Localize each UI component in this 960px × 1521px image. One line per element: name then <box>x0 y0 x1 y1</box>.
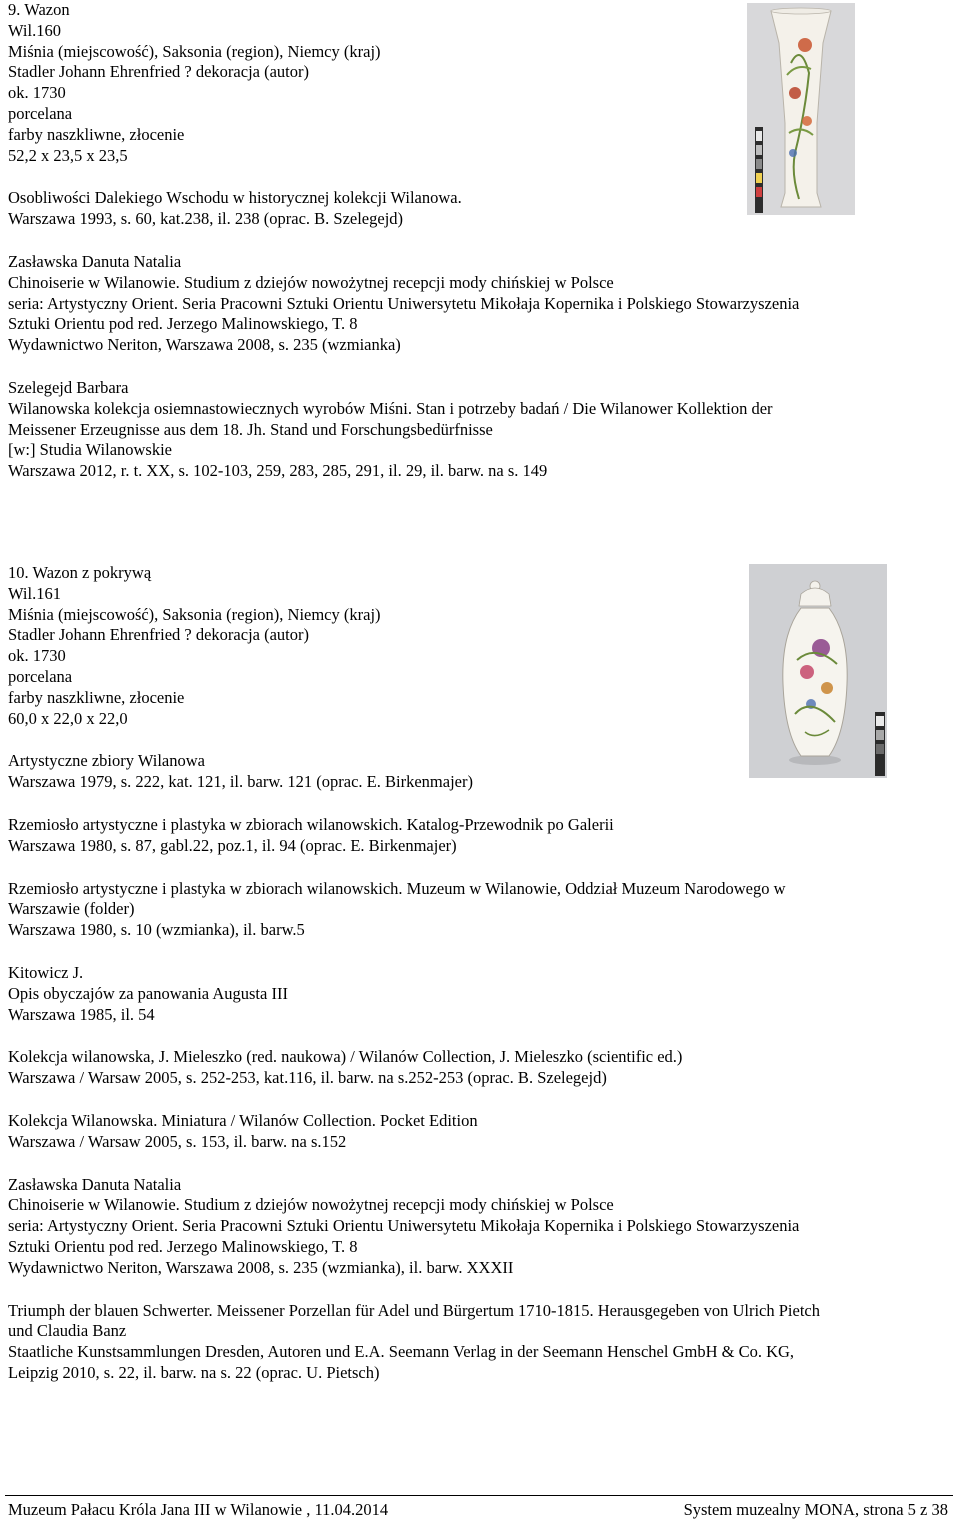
bibliography-entry <box>8 1301 953 1384</box>
bibliography-line: seria: Artystyczny Orient. Seria Pracowni Sztuki Orientu Uniwersytetu Mikołaja Kopernika i Polskiego Stowarzyszenia <box>8 293 800 313</box>
bibliography-line: Kitowicz J. <box>8 962 84 982</box>
bibliography-line: Warszawa 1980, s. 87, gabl.22, poz.1, il. 94 (oprac. E. Birkenmajer) <box>8 835 457 855</box>
record-title: 10. Wazon z pokrywą <box>8 563 152 582</box>
bibliography-line: und Claudia Banz <box>8 1321 127 1341</box>
bibliography-line: Leipzig 2010, s. 22, il. barw. na s. 22 (oprac. U. Pietsch) <box>8 1362 380 1382</box>
dating: ok. 1730 <box>8 83 66 103</box>
bibliography-line: Chinoiserie w Wilanowie. Studium z dziejów nowożytnej recepcji mody chińskiej w Polsce <box>8 1195 614 1215</box>
bibliography-line: Warszawa 2012, r. t. XX, s. 102-103, 259, 283, 285, 291, il. 29, il. barw. na s. 149 <box>8 461 548 481</box>
bibliography-line: Rzemiosło artystyczne i plastyka w zbiorach wilanowskich. Muzeum w Wilanowie, Oddział Muzeum Narodowego w <box>8 878 786 898</box>
bibliography-line: Wilanowska kolekcja osiemnastowiecznych wyrobów Miśni. Stan i potrzeby badań / Die Wilanower Kollektion der <box>8 398 773 418</box>
inventory-number: Wil.160 <box>8 20 61 40</box>
bibliography-line: Osobliwości Dalekiego Wschodu w historycznej kolekcji Wilanowa. <box>8 188 462 208</box>
material: porcelana <box>8 666 73 686</box>
author: Stadler Johann Ehrenfried ? dekoracja (autor) <box>8 62 309 82</box>
bibliography-line: Chinoiserie w Wilanowie. Studium z dziejów nowożytnej recepcji mody chińskiej w Polsce <box>8 272 614 292</box>
technique: farby naszkliwne, złocenie <box>8 124 185 144</box>
vase-photo-wil161 <box>749 564 887 778</box>
bibliography-line: Meissener Erzeugnisse aus dem 18. Jh. Stand und Forschungsbedürfnisse <box>8 419 493 439</box>
bibliography-entry <box>8 963 953 1025</box>
bibliography-line: Warszawa / Warsaw 2005, s. 252-253, kat.116, il. barw. na s.252-253 (oprac. B. Szelegejd) <box>8 1068 607 1088</box>
footer-museum-date: Muzeum Pałacu Króla Jana III w Wilanowie , 11.04.2014 <box>8 1500 389 1519</box>
dating: ok. 1730 <box>8 646 66 666</box>
bibliography-line: Rzemiosło artystyczne i plastyka w zbiorach wilanowskich. Katalog-Przewodnik po Galerii <box>8 814 614 834</box>
dimensions: 60,0 x 22,0 x 22,0 <box>8 708 128 728</box>
bibliography-entry <box>8 1047 953 1089</box>
bibliography-line: Warszawa 1980, s. 10 (wzmianka), il. barw.5 <box>8 920 305 940</box>
bibliography-entry <box>8 252 953 356</box>
bibliography-line: Warszawie (folder) <box>8 899 135 919</box>
place-of-origin: Miśnia (miejscowość), Saksonia (region), Niemcy (kraj) <box>8 604 381 624</box>
inventory-number: Wil.161 <box>8 583 61 603</box>
bibliography-entry <box>8 378 953 482</box>
vase-illustration <box>749 564 887 778</box>
bibliography-line: Zasławska Danuta Natalia <box>8 1174 182 1194</box>
bibliography-line: Staatliche Kunstsammlungen Dresden, Autoren und E.A. Seemann Verlag in der Seemann Henschel GmbH & Co. KG, <box>8 1342 795 1362</box>
bibliography-line: Triumph der blauen Schwerter. Meissener Porzellan für Adel und Bürgertum 1710-1815. Herausgegeben von Ulrich Pietch <box>8 1300 820 1320</box>
bibliography-line: Artystyczne zbiory Wilanowa <box>8 751 205 771</box>
bibliography-line: Sztuki Orientu pod red. Jerzego Malinowskiego, T. 8 <box>8 314 358 334</box>
footer-page-number: System muzealny MONA, strona 5 z 38 <box>683 1500 948 1519</box>
bibliography-line: Warszawa / Warsaw 2005, s. 153, il. barw. na s.152 <box>8 1131 347 1151</box>
bibliography-line: Kolekcja Wilanowska. Miniatura / Wilanów Collection. Pocket Edition <box>8 1110 478 1130</box>
bibliography-line: [w:] Studia Wilanowskie <box>8 440 173 460</box>
bibliography-line: Warszawa 1993, s. 60, kat.238, il. 238 (oprac. B. Szelegejd) <box>8 209 404 229</box>
author: Stadler Johann Ehrenfried ? dekoracja (autor) <box>8 625 309 645</box>
vase-illustration <box>747 3 855 215</box>
bibliography-line: Opis obyczajów za panowania Augusta III <box>8 983 288 1003</box>
bibliography-line: Warszawa 1979, s. 222, kat. 121, il. barw. 121 (oprac. E. Birkenmajer) <box>8 772 473 792</box>
bibliography-line: Sztuki Orientu pod red. Jerzego Malinowskiego, T. 8 <box>8 1236 358 1256</box>
dimensions: 52,2 x 23,5 x 23,5 <box>8 145 128 165</box>
record-title: 9. Wazon <box>8 0 70 19</box>
bibliography-entry <box>8 1111 953 1153</box>
place-of-origin: Miśnia (miejscowość), Saksonia (region), Niemcy (kraj) <box>8 41 381 61</box>
bibliography-line: Kolekcja wilanowska, J. Mieleszko (red. naukowa) / Wilanów Collection, J. Mieleszko (scientific ed.) <box>8 1047 683 1067</box>
bibliography-line: seria: Artystyczny Orient. Seria Pracowni Sztuki Orientu Uniwersytetu Mikołaja Kopernika i Polskiego Stowarzyszenia <box>8 1216 800 1236</box>
bibliography-line: Zasławska Danuta Natalia <box>8 251 182 271</box>
bibliography-line: Warszawa 1985, il. 54 <box>8 1004 155 1024</box>
bibliography-entry <box>8 879 953 941</box>
bibliography-entry <box>8 815 953 857</box>
bibliography-line: Wydawnictwo Neriton, Warszawa 2008, s. 235 (wzmianka), il. barw. XXXII <box>8 1257 514 1277</box>
technique: farby naszkliwne, złocenie <box>8 687 185 707</box>
bibliography-line: Wydawnictwo Neriton, Warszawa 2008, s. 235 (wzmianka) <box>8 335 401 355</box>
vase-photo-wil160 <box>747 3 855 215</box>
bibliography-entry <box>8 1175 953 1279</box>
bibliography-line: Szelegejd Barbara <box>8 377 129 397</box>
footer-divider <box>5 1495 953 1496</box>
material: porcelana <box>8 103 73 123</box>
